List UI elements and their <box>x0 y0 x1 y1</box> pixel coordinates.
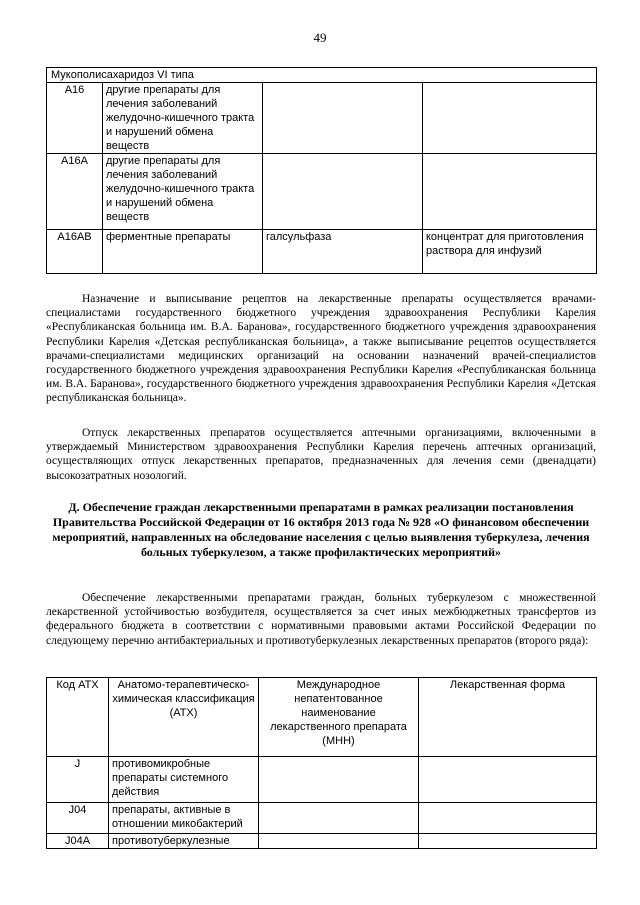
section-title: Мукополисахаридоз VI типа <box>47 68 597 83</box>
table-row <box>47 803 597 834</box>
form-cell <box>419 757 597 803</box>
inn-cell <box>259 834 419 849</box>
atc-code: A16A <box>47 154 103 230</box>
atc-code: J04A <box>47 834 109 849</box>
form-cell: концентрат для приготовления раствора для инфузий <box>423 230 597 274</box>
drug-table-continued <box>46 67 597 274</box>
form-cell <box>419 803 597 834</box>
atc-class: ферментные препараты <box>103 230 263 274</box>
inn-cell <box>263 154 423 230</box>
table-row <box>47 154 597 230</box>
atc-class: противотуберкулезные <box>109 834 259 849</box>
tuberculosis-drug-table <box>46 677 597 849</box>
inn-cell <box>259 757 419 803</box>
table-row <box>47 757 597 803</box>
header-form: Лекарственная форма <box>419 678 597 757</box>
inn-cell <box>263 83 423 154</box>
form-cell <box>423 154 597 230</box>
form-cell <box>423 83 597 154</box>
page-number: 49 <box>313 30 327 45</box>
table-header-row <box>47 678 597 757</box>
paragraph-text: Отпуск лекарственных препаратов осуществляется аптечными организациями, включенными в утверждаемый Министерством здравоохранения Республики Карелия перечень аптечных организаций, осуществляющих отпуск лекарственных препаратов, предназначенных для лечения семи (двенадцати) высокозатратных нозологий. <box>46 427 596 482</box>
table-row <box>47 83 597 154</box>
atc-class: другие препараты для лечения заболеваний желудочно-кишечного тракта и нарушений обмена веществ <box>103 83 263 154</box>
section-heading-d: Д. Обеспечение граждан лекарственными препаратами в рамках реализации постановления Правительства Российской Федерации от 16 октября 2013 года № 928 «О финансовом обеспечении мероприятий, направленных на обследование населения с целью выявления туберкулеза, лечения больных туберкулезом, а также профилактических мероприятий» <box>52 500 590 559</box>
form-cell <box>419 834 597 849</box>
inn-cell: галсульфаза <box>263 230 423 274</box>
paragraph-text: Обеспечение лекарственными препаратами граждан, больных туберкулезом с множественной лекарственной устойчивостью возбудителя, осуществляется за счет иных межбюджетных трансфертов из федерального бюджета в соответствии с нормативными правовыми актами Российской Федерации по следующему перечню антибактериальных и противотуберкулезных лекарственных препаратов (второго ряда): <box>46 592 596 647</box>
header-atc-class: Анатомо-терапевтическо-химическая классификация (АТХ) <box>109 678 259 757</box>
atc-code: A16 <box>47 83 103 154</box>
atc-code: J04 <box>47 803 109 834</box>
header-inn: Международное непатентованное наименование лекарственного препарата (МНН) <box>259 678 419 757</box>
table-row <box>47 834 597 849</box>
table-row <box>47 230 597 274</box>
inn-cell <box>259 803 419 834</box>
table-section-row <box>47 68 597 83</box>
paragraph-dispensing <box>46 426 596 483</box>
paragraph-text: Назначение и выписывание рецептов на лекарственные препараты осуществляется врачами-специалистами государственного бюджетного учреждения здравоохранения Республики Карелия «Республиканская больница им. В.А. Баранова», государственного бюджетного учреждения здравоохранения Республики Карелия «Детская республиканская больница», а также выписывание рецептов осуществляется врачами-специалистами медицинских организаций на основании назначений врачей-специалистов государственного бюджетного учреждения здравоохранения Республики Карелия «Республиканская больница им. В.А. Баранова», государственного бюджетного учреждения здравоохранения Республики Карелия «Детская республиканская больница». <box>46 293 596 405</box>
paragraph-prescribing <box>46 292 596 406</box>
paragraph-tuberculosis <box>46 591 596 648</box>
atc-class: препараты, активные в отношении микобактерий <box>109 803 259 834</box>
atc-code: J <box>47 757 109 803</box>
atc-code: A16AB <box>47 230 103 274</box>
header-atc-code: Код АТХ <box>47 678 109 757</box>
atc-class: другие препараты для лечения заболеваний желудочно-кишечного тракта и нарушений обмена веществ <box>103 154 263 230</box>
atc-class: противомикробные препараты системного действия <box>109 757 259 803</box>
